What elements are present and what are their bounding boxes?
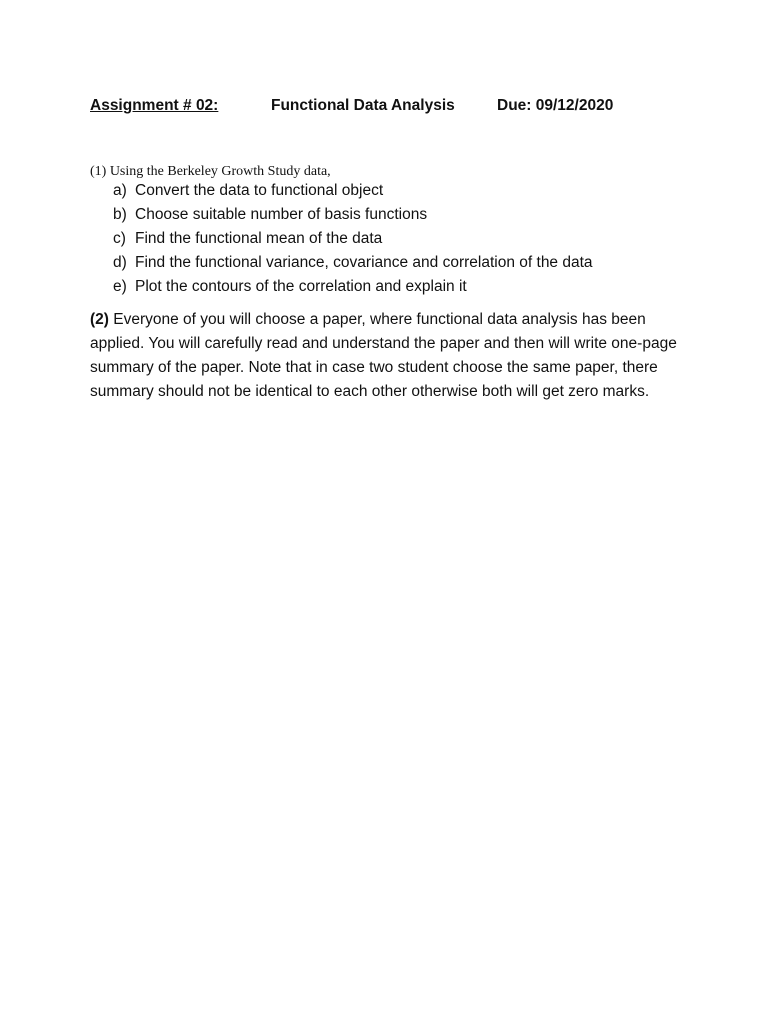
list-item-text: Find the functional mean of the data — [135, 230, 383, 247]
list-item-text: Plot the contours of the correlation and explain it — [135, 278, 467, 295]
list-item — [90, 203, 690, 227]
due-date: Due: 09/12/2020 — [497, 97, 614, 114]
assignment-header — [90, 95, 650, 117]
question-2-text: Everyone of you will choose a paper, where functional data analysis has been applied. You will carefully read and understand the paper and then will write one-page summary of the paper. Note that in case two student choose the same paper, there summary should not be identical to each other otherwise both will get zero marks. — [90, 311, 677, 400]
list-marker: d) — [113, 254, 127, 271]
list-item — [90, 251, 690, 275]
list-marker: c) — [113, 230, 126, 247]
list-item — [90, 227, 690, 251]
list-item-text: Choose suitable number of basis functions — [135, 206, 428, 223]
question-1-list — [90, 179, 690, 299]
list-marker: a) — [113, 182, 127, 199]
question-2-paragraph — [90, 308, 680, 404]
list-marker: e) — [113, 278, 127, 295]
question-1-intro: (1) Using the Berkeley Growth Study data, — [90, 164, 331, 179]
list-item — [90, 275, 690, 299]
assignment-number: Assignment # 02: — [90, 97, 219, 114]
list-item — [90, 179, 690, 203]
question-2-number: (2) — [90, 311, 109, 328]
list-item-text: Find the functional variance, covariance and correlation of the data — [135, 254, 593, 271]
list-marker: b) — [113, 206, 127, 223]
course-title: Functional Data Analysis — [271, 97, 455, 114]
list-item-text: Convert the data to functional object — [135, 182, 384, 199]
